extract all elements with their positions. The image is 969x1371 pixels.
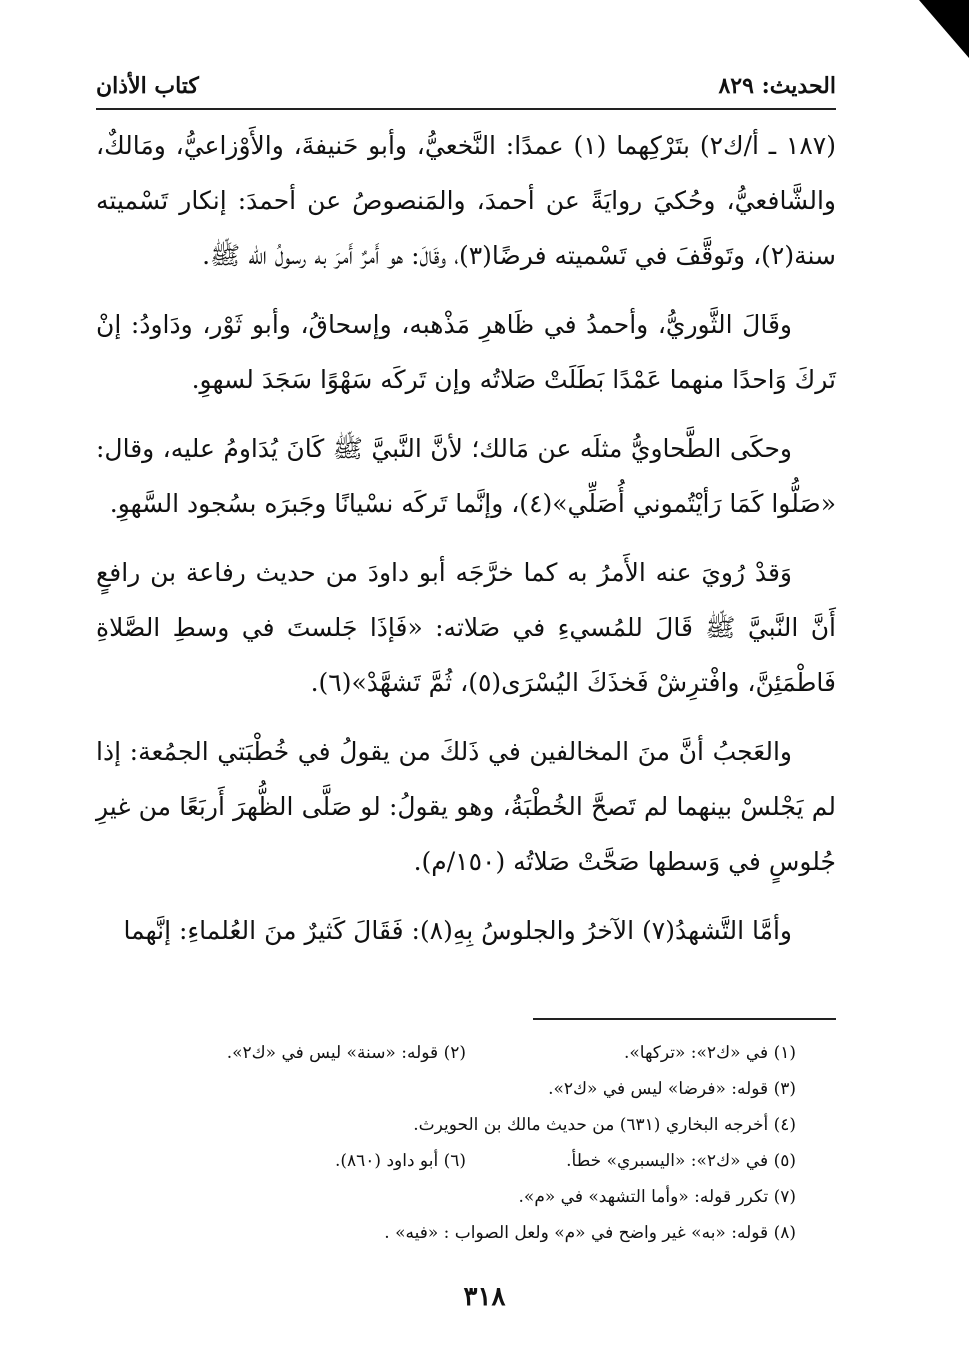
footnote-row	[96, 1215, 796, 1251]
paragraph: وَقدْ رُويَ عنه الأَمرُ به كما خرَّجَه أبو داودَ من حديث رفاعة بن رافعٍ أَنَّ النَّبيَّ ﷺ قَالَ للمُسيءِ في صَلاته: «فَإذَا جَلستَ في وسطِ الصَّلاةِ فَاطْمَئِنَّ، وافْترِشْ فَخذَكَ اليُسْرَى(٥)، ثُمَّ تَشهَّدْ»(٦).	[96, 558, 836, 697]
footnote-row	[96, 1107, 796, 1143]
paragraph: وقَالَ الثَّوريُّ، وأحمدُ في ظَاهرِ مَذْهبه، وإسحاقُ، وأبو ثَوْر، ودَاودُ: إنْ تَركَ وَاحدًا منهما عَمْدًا بَطَلَتْ صَلاتُه وإن تَركَه سَهْوًا سَجَدَ لسهوِ.	[96, 310, 836, 394]
footnote-8: (٨) قوله: «به» غير واضح في «م» ولعل الصواب : «فيه» .	[384, 1223, 796, 1243]
paragraph: (١٨٧ ـ أ/ك٢) بتَرْكِهما (١) عمدًا: النَّخعيُّ، وأبو حَنيفةَ، والأَوْزاعيُّ، ومَالكٌ، والشَّافعيُّ، وحُكيَ روايَةً عن أحمدَ، والمَنصوصُ عن أحمدَ: إنكار تَسْميته سنة(٢)، وتَوقَّفَ في تَسْميته فرضًا(٣)، وقَالَ: هو أَمرٌ أَمرَ به رسولُ الله ﷺ.	[96, 131, 836, 270]
footnote-divider	[533, 1018, 836, 1020]
paragraph: وحكَى الطَّحاويُّ مثلَه عن مَالك؛ لأنَّ النَّبيَّ ﷺ كَانَ يُدَاومُ عليه، وقال: «صَلُّوا كَمَا رَأيْتُموني أُصَلِّي»(٤)، وإنَّما تَركَه نسْيانًا وجَبرَه بسُجود السَّهوِ.	[96, 434, 836, 518]
paragraph: وأمَّا التَّشهدُ(٧) الآخرُ والجلوسُ بِهِ(٨): فَقَالَ كَثيرٌ منَ العُلماءِ: إنَّهما	[123, 916, 792, 945]
header-hadith-number: الحديث: ٨٢٩	[718, 73, 836, 99]
footnote-1: (١) في «ك٢»: «تركها».	[623, 1043, 796, 1063]
footnote-7: (٧) تكرر قوله: «وأما التشهد» في «م».	[518, 1187, 796, 1207]
footnote-4: (٤) أخرجه البخاري (٦٣١) من حديث مالك بن الحويرث.	[413, 1115, 796, 1135]
footnote-2: (٢) قوله: «سنة» ليس في «ك٢».	[226, 1043, 466, 1063]
header-book-title: كتاب الأذان	[96, 73, 199, 99]
footnote-row	[96, 1035, 796, 1071]
page-number: ٣١٨	[463, 1282, 506, 1312]
footnote-5: (٥) في «ك٢»: «اليسبري» خطأ.	[566, 1151, 796, 1171]
corner-triangle-mark	[919, 0, 969, 58]
main-text	[96, 118, 836, 972]
footnote-row	[96, 1143, 796, 1179]
footnote-6: (٦) أبو داود (٨٦٠).	[334, 1151, 466, 1171]
footnotes	[96, 1035, 796, 1251]
footnote-row	[96, 1179, 796, 1215]
running-header	[96, 66, 836, 106]
footnote-3: (٣) قوله: «فرضا» ليس في «ك٢».	[548, 1079, 796, 1099]
footnote-row	[96, 1071, 796, 1107]
paragraph: والعَجبُ أنَّ منَ المخالفين في ذَلكَ من يقولُ في خُطْبَتي الجمُعة: إذا لم يَجْلسْ بينهما لم تَصحَّ الخُطْبَةُ، وهو يقولُ: لو صَلَّى الظُّهرَ أَربَعًا من غيرِ جُلوسٍ في وَسطها صَحَّتْ صَلاتُه (١٥٠/م).	[96, 737, 836, 876]
header-divider	[96, 108, 836, 110]
